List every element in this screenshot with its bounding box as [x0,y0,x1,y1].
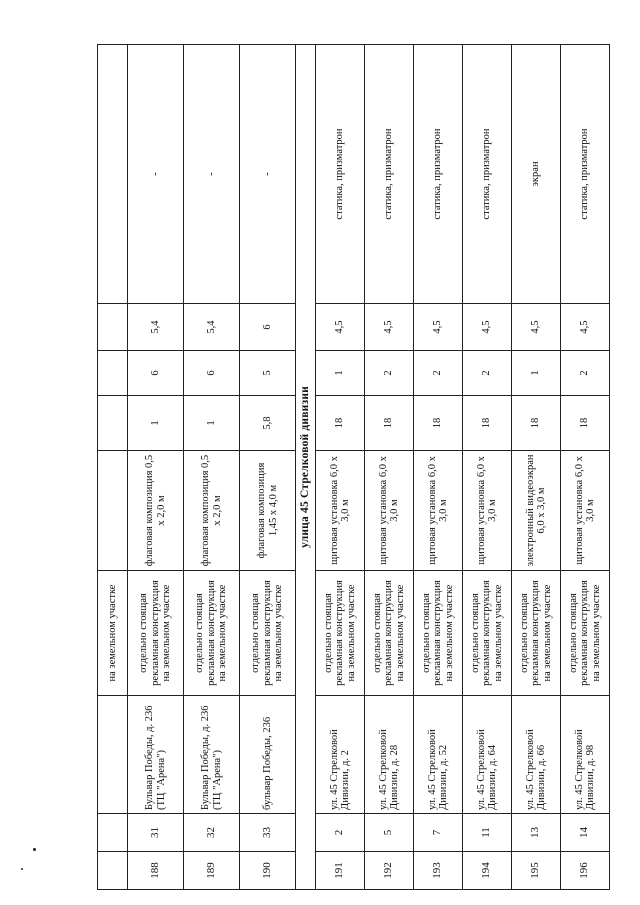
cell-type: щитовая установка 6,0 х 3,0 м [316,451,365,571]
cell-address: ул. 45 Стрелковой Дивизии, д. 28 [365,696,414,814]
cell-location: отдельно стоящая рекламная конструкция на земельном участке [240,571,296,696]
section-title: улица 45 Стрелковой дивизии [296,45,316,890]
cell-height: 5,4 [128,304,184,351]
cell-id: 2 [316,814,365,852]
cell-location: отдельно стоящая рекламная конструкция на земельном участке [184,571,240,696]
cell-area: 18 [463,396,512,451]
cell-address: ул. 45 Стрелковой Дивизии, д. 64 [463,696,512,814]
cell-type: флаговая композиция 0,5 х 2,0 м [128,451,184,571]
table-body [98,45,610,890]
cell-count: 2 [365,351,414,396]
cell-note: статика, призматрон [561,45,610,304]
header-cell [98,814,128,852]
table-row [240,45,296,890]
cell-note: - [240,45,296,304]
cell-area: 1 [184,396,240,451]
cell-note: статика, призматрон [316,45,365,304]
cell-address: ул. 45 Стрелковой Дивизии, д. 2 [316,696,365,814]
cell-location: отдельно стоящая рекламная конструкция на земельном участке [561,571,610,696]
cell-id: 31 [128,814,184,852]
cell-address: Бульвар Победы, д. 236 (ТЦ "Арена") [128,696,184,814]
cell-type: флаговая композиция 1,45 х 4,0 м [240,451,296,571]
cell-n: 191 [316,852,365,890]
cell-address: ул. 45 Стрелковой Дивизии, д. 98 [561,696,610,814]
scan-speck [21,868,23,870]
table-row [98,45,128,890]
cell-note: статика, призматрон [414,45,463,304]
cell-note: - [128,45,184,304]
cell-area: 18 [561,396,610,451]
cell-note: - [184,45,240,304]
cell-area: 1 [128,396,184,451]
cell-type: флаговая композиция 0,5 х 2,0 м [184,451,240,571]
cell-count: 5 [240,351,296,396]
cell-id: 32 [184,814,240,852]
cell-n: 193 [414,852,463,890]
table-container [97,45,601,890]
cell-height: 4,5 [512,304,561,351]
cell-note: экран [512,45,561,304]
cell-area: 18 [316,396,365,451]
cell-id: 33 [240,814,296,852]
table-row [128,45,184,890]
cell-n: 194 [463,852,512,890]
cell-n: 188 [128,852,184,890]
cell-note: статика, призматрон [463,45,512,304]
cell-height: 4,5 [365,304,414,351]
table-row [561,45,610,890]
table-row [365,45,414,890]
cell-id: 11 [463,814,512,852]
table-row [414,45,463,890]
cell-count: 6 [128,351,184,396]
cell-address: ул. 45 Стрелковой Дивизии, д. 52 [414,696,463,814]
cell-n: 196 [561,852,610,890]
cell-id: 13 [512,814,561,852]
section-row [296,45,316,890]
table-row [463,45,512,890]
cell-area: 18 [365,396,414,451]
table-row [512,45,561,890]
cell-height: 4,5 [463,304,512,351]
cell-location: отдельно стоящая рекламная конструкция на земельном участке [414,571,463,696]
cell-area: 5,8 [240,396,296,451]
header-cell [98,304,128,351]
cell-location: отдельно стоящая рекламная конструкция на земельном участке [463,571,512,696]
cell-type: электронный видеоэкран 6,0 х 3,0 м [512,451,561,571]
cell-count: 2 [463,351,512,396]
cell-n: 195 [512,852,561,890]
table-row [316,45,365,890]
cell-type: щитовая установка 6,0 х 3,0 м [561,451,610,571]
header-cell [98,696,128,814]
cell-type: щитовая установка 6,0 х 3,0 м [365,451,414,571]
cell-location: отдельно стоящая рекламная конструкция на земельном участке [512,571,561,696]
cell-height: 6 [240,304,296,351]
cell-location: отдельно стоящая рекламная конструкция на земельном участке [316,571,365,696]
cell-location: отдельно стоящая рекламная конструкция на земельном участке [365,571,414,696]
advertising-structures-table [97,44,610,890]
cell-n: 189 [184,852,240,890]
cell-area: 18 [414,396,463,451]
header-cell: на земельном участке [98,571,128,696]
header-cell [98,852,128,890]
cell-n: 190 [240,852,296,890]
cell-address: Бульвар Победы, д. 236 (ТЦ "Арена") [184,696,240,814]
cell-count: 1 [316,351,365,396]
cell-address: ул. 45 Стрелковой Дивизии, д. 66 [512,696,561,814]
cell-type: щитовая установка 6,0 х 3,0 м [414,451,463,571]
cell-height: 4,5 [561,304,610,351]
header-cell [98,396,128,451]
header-cell [98,45,128,304]
rotated-page [97,45,601,890]
cell-count: 2 [561,351,610,396]
cell-address: бульвар Победы, 236 [240,696,296,814]
table-row [184,45,240,890]
scan-speck [33,848,36,851]
header-cell [98,451,128,571]
cell-height: 4,5 [414,304,463,351]
cell-count: 6 [184,351,240,396]
cell-area: 18 [512,396,561,451]
cell-id: 7 [414,814,463,852]
cell-height: 4,5 [316,304,365,351]
cell-id: 14 [561,814,610,852]
cell-id: 5 [365,814,414,852]
cell-location: отдельно стоящая рекламная конструкция на земельном участке [128,571,184,696]
cell-count: 2 [414,351,463,396]
cell-height: 5,4 [184,304,240,351]
cell-note: статика, призматрон [365,45,414,304]
header-cell [98,351,128,396]
cell-n: 192 [365,852,414,890]
cell-type: щитовая установка 6,0 х 3,0 м [463,451,512,571]
cell-count: 1 [512,351,561,396]
